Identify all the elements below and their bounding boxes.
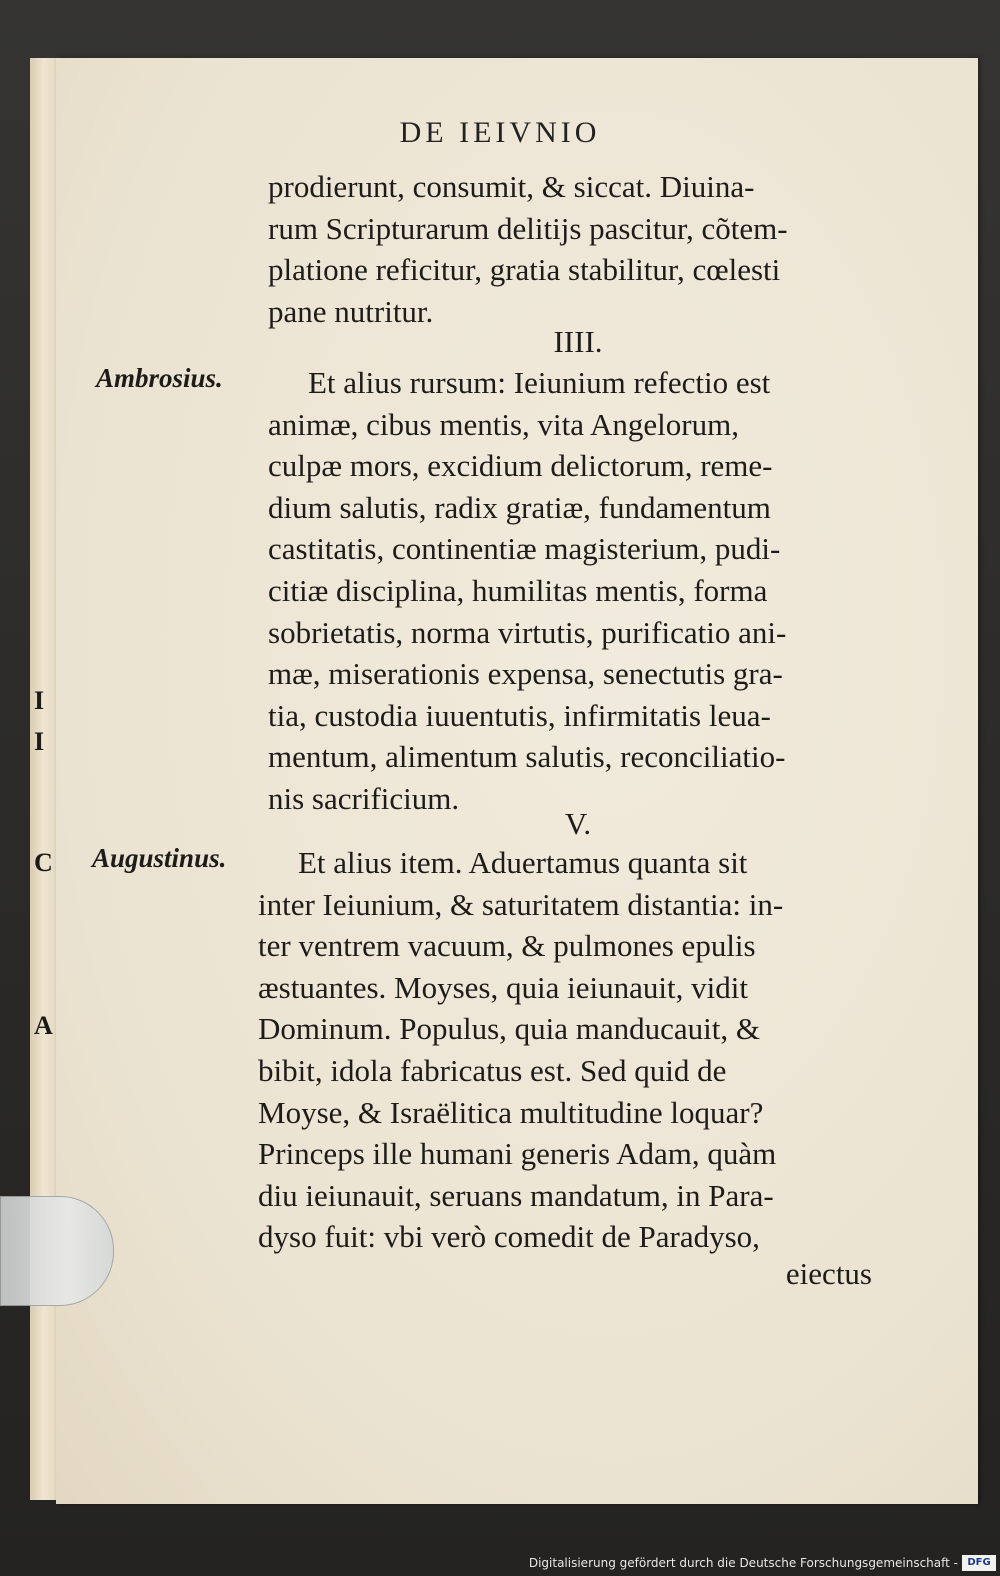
text-line: mæ, miserationis expensa, senectutis gra- <box>268 656 783 692</box>
text-line: bibit, idola fabricatus est. Sed quid de <box>258 1052 727 1088</box>
text-line: sobrietatis, norma virtutis, purificatio ani- <box>268 614 787 650</box>
text-line: Et alius item. Aduertamus quanta sit <box>298 845 748 880</box>
section-numeral: V. <box>564 806 592 841</box>
text-line: ter ventrem vacuum, & pulmones epulis <box>258 928 756 964</box>
text-line: citiæ disciplina, humilitas mentis, forma <box>268 572 768 608</box>
section-numeral: IIII. <box>553 324 603 359</box>
dfg-logo: DFG <box>962 1555 996 1571</box>
edge-letter: I <box>34 727 45 756</box>
edge-letter: A <box>34 1011 53 1040</box>
text-line: animæ, cibus mentis, vita Angelorum, <box>268 406 739 442</box>
edge-letter: C <box>34 848 53 877</box>
text-line: Moyse, & Israëlitica multitudine loquar? <box>258 1094 764 1130</box>
edge-letter: I <box>34 686 45 715</box>
running-title: DE IEIVNIO <box>399 116 601 149</box>
text-line: nis sacrificium. <box>268 780 460 816</box>
paragraph-2 <box>268 362 888 820</box>
text-line: inter Ieiunium, & saturitatem distantia: in- <box>258 886 784 922</box>
text-line: culpæ mors, excidium delictorum, reme- <box>268 448 773 484</box>
text-line: diu ieiunauit, seruans mandatum, in Para- <box>258 1177 774 1213</box>
paragraph-1 <box>268 166 888 332</box>
text-line: castitatis, continentiæ magisterium, pudi- <box>268 531 781 567</box>
margin-note-augustinus: Augustinus. <box>92 843 227 873</box>
text-line: Et alius rursum: Ieiunium refectio est <box>308 365 771 400</box>
text-line: æstuantes. Moyses, quia ieiunauit, vidit <box>258 969 748 1005</box>
text-line: tia, custodia iuuentutis, infirmitatis leua- <box>268 697 771 733</box>
catchword: eiectus <box>785 1256 872 1291</box>
text-line: platione reficitur, gratia stabilitur, cœlesti <box>268 252 781 288</box>
page-tab-marker <box>0 1196 114 1306</box>
footer-credit-text: Digitalisierung gefördert durch die Deutsche Forschungsgemeinschaft - <box>528 1556 958 1570</box>
text-line: Dominum. Populus, quia manducauit, & <box>258 1011 760 1047</box>
text-line: mentum, alimentum salutis, reconciliatio- <box>268 739 786 775</box>
text-line: rum Scripturarum delitijs pascitur, cõtem- <box>268 210 788 246</box>
text-line: prodierunt, consumit, & siccat. Diuina- <box>268 169 755 204</box>
text-line: dium salutis, radix gratiæ, fundamentum <box>268 489 771 525</box>
footer-credit-bar <box>528 1552 1000 1576</box>
text-line: dyso fuit: vbi verò comedit de Paradyso, <box>258 1219 760 1255</box>
paragraph-3 <box>258 842 888 1258</box>
margin-note-ambrosius: Ambrosius. <box>96 363 223 393</box>
text-line: pane nutritur. <box>268 293 434 329</box>
text-line: Princeps ille humani generis Adam, quàm <box>258 1136 777 1172</box>
